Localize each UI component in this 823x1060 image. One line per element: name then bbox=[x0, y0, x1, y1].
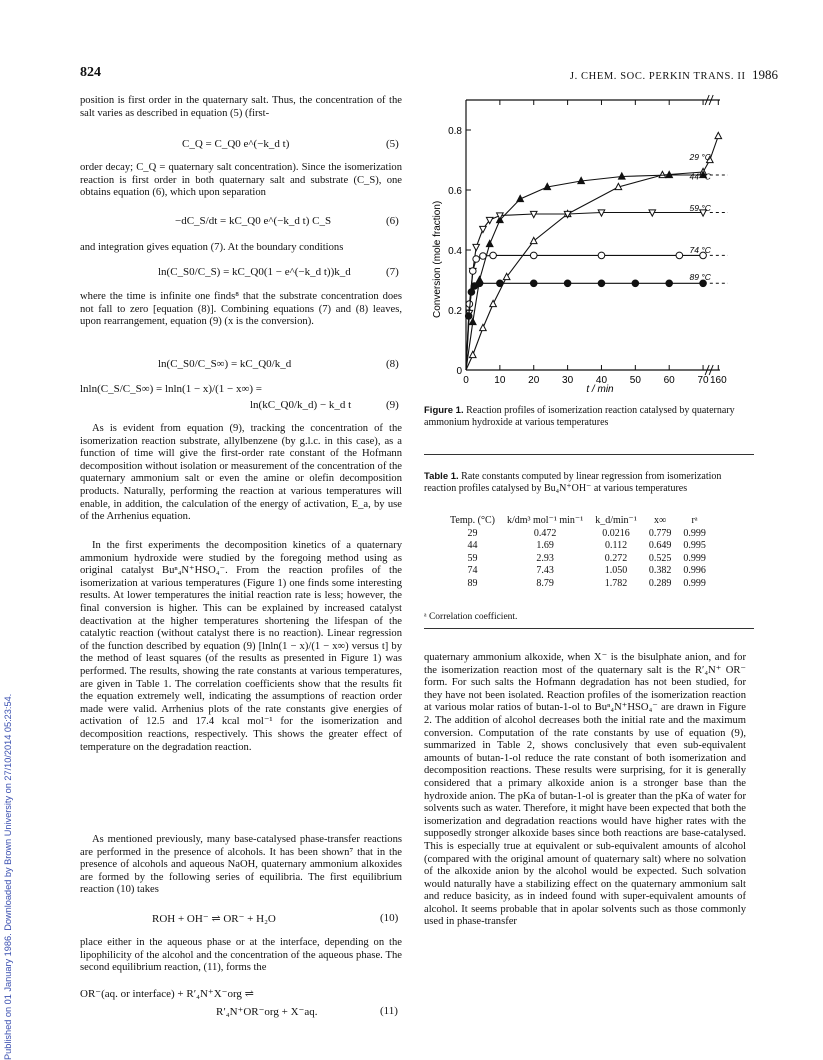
x-tick-label: 30 bbox=[562, 375, 574, 386]
x-tick-label: 50 bbox=[629, 375, 641, 386]
data-point bbox=[473, 244, 480, 250]
table-cell: 0.112 bbox=[604, 540, 628, 551]
table-cell: 0.472 bbox=[533, 527, 557, 539]
series-label: 59 °C bbox=[689, 203, 711, 213]
x-tick-label: 70 bbox=[697, 375, 709, 386]
data-point bbox=[480, 324, 487, 330]
table-cell: 0.525 bbox=[648, 552, 672, 564]
table-cell: 0.995 bbox=[683, 540, 706, 551]
y-axis-label: Conversion (mole fraction) bbox=[432, 200, 443, 318]
figure-1-chart bbox=[420, 88, 760, 398]
series-label: 44 °C bbox=[689, 171, 711, 182]
equation-9-line2: ln(kC_Q0/k_d) − k_d t bbox=[250, 399, 352, 411]
y-tick-label: 0.2 bbox=[448, 306, 462, 317]
table-cell: 0.999 bbox=[683, 527, 706, 539]
table-cell: 2.93 bbox=[536, 552, 554, 564]
equation-8: ln(C_S0/C_S∞) = kC_Q0/k_d bbox=[158, 358, 292, 370]
table-footnote: ᵃ Correlation coefficient. bbox=[424, 612, 518, 622]
equation-number: (5) bbox=[386, 138, 399, 150]
x-tick-label: 160 bbox=[709, 375, 727, 386]
table-cell: 0.996 bbox=[683, 565, 706, 576]
x-tick-label: 10 bbox=[494, 375, 506, 386]
table-header-cell: x∞ bbox=[654, 515, 667, 526]
paragraph: position is first order in the quaternary salt. Thus, the concentration of the salt varies as described in equation (5) (first- bbox=[80, 95, 402, 119]
page-number: 824 bbox=[80, 65, 101, 80]
equation-11-line2: R′₄N⁺OR⁻org + X⁻aq. bbox=[216, 1006, 318, 1018]
table-cell: 89 bbox=[467, 577, 478, 589]
data-point bbox=[469, 268, 476, 275]
data-point bbox=[530, 252, 537, 259]
download-watermark: Published on 01 January 1986. Downloaded by Brown University on 27/10/2014 05:23:54. bbox=[3, 693, 13, 1060]
journal-header: J. CHEM. SOC. PERKIN TRANS. II 1986 bbox=[569, 67, 778, 82]
paragraph: As is evident from equation (9), tracking the concentration of the isomerization reaction substrate, allylbenzene (by g.l.c. in this case), as a function of time will give the first-order rate constant of the Hofmann decomposition without isolation or measurement of the concentration of the quaternary ammonium salt or even the amine or olefin decomposition products. Naturally, performing the reaction at various temperatures will enable, in addition, the calculation of the energy of activation, E_a, by use of the Arrhenius equation. bbox=[80, 423, 402, 523]
data-point bbox=[480, 253, 487, 260]
paragraph: order decay; C_Q = quaternary salt concentration). Since the isomerization reaction is first order in both quaternary salt and substrate (C_S), one obtains equation (6), which upon separation bbox=[80, 162, 402, 199]
equation-7: ln(C_S0/C_S) = kC_Q0(1 − e^(−k_d t))k_d bbox=[158, 266, 351, 278]
series-label: 29 °C bbox=[689, 152, 711, 162]
data-point bbox=[564, 280, 571, 287]
equation-6: −dC_S/dt = kC_Q0 e^(−k_d t) C_S bbox=[175, 215, 332, 227]
equation-10: ROH + OH⁻ ⇌ OR⁻ + H₂O bbox=[152, 913, 276, 925]
data-point bbox=[497, 280, 504, 287]
table-cell: 1.782 bbox=[604, 577, 628, 589]
table-cell: 0.999 bbox=[683, 577, 706, 589]
x-tick-label: 0 bbox=[463, 375, 469, 386]
equation-number: (7) bbox=[386, 266, 399, 278]
y-tick-label: 0 bbox=[456, 366, 462, 377]
table-cell: 44 bbox=[467, 540, 478, 551]
table-cell: 0.272 bbox=[604, 552, 628, 564]
equation-5: C_Q = C_Q0 e^(−k_d t) bbox=[182, 138, 290, 150]
paragraph: quaternary ammonium alkoxide, when X⁻ is the bisulphate anion, and for the isomerization reaction most of the quaternary salt is the R′₄N⁺ OR⁻ form. For such salts the Hofmann degradation has not been studied, for they have not been isolated. Reaction profiles of the isomerization reaction at various molar ratios of butan-1-ol to Buⁿ₄N⁺HSO₄⁻ are drawn in Figure 2. The addition of alcohol decreases both the initial rate and the maximum conversion. Computation of the rate constants by use of equation (9), summarized in Table 2, shows conclusively that even sub-equivalent amounts of butan-1-ol reduce the rate constant of both isomerization and decomposition reactions. These results were surprising, for it is generally considered that a primary alkoxide anion is a stronger base than the hydroxide anion. The pKa of butan-1-ol is greater than the pKa of water for solvents such as water. Therefore, it might have been expected that both the isomerization and degradation reactions would have higher rates with the supposedly stronger alkoxide bases since both reactions are base-catalysed. This is especially true at equivalent or sub-equivalent amounts of alcohol (compared with the original amount of quaternary salt) where no solvation of the alkoxide anion by the alcohol would be expected. Such solvation would naturally have a stabilizing effect on the quaternary ammonium salt and reduce basicity, as in indeed found with super-equivalent amounts of alcohol. It seems probable that in apolar solvents such as those commonly used in phase-transfer bbox=[424, 652, 746, 928]
data-point bbox=[465, 313, 472, 320]
table-cell: 0.382 bbox=[648, 565, 672, 576]
series-line bbox=[466, 255, 703, 370]
data-point bbox=[530, 237, 537, 243]
x-tick-label: 40 bbox=[595, 375, 608, 386]
table-row bbox=[444, 528, 712, 541]
table-cell: 0.649 bbox=[648, 540, 672, 551]
data-point bbox=[486, 240, 493, 246]
table-cell: 0.0216 bbox=[602, 527, 630, 539]
equation-number: (10) bbox=[380, 912, 399, 924]
table-cell: 0.999 bbox=[683, 552, 706, 564]
paragraph: As mentioned previously, many base-catalysed phase-transfer reactions are performed in the presence of alcohols. It has been shown⁷ that in the presence of alcohols and aqueous NaOH, quaternary ammonium alkoxides are formed by the following series of equilibria. The first equilibrium reaction (10) takes bbox=[80, 834, 402, 896]
chart-marks bbox=[465, 132, 728, 370]
table-cell: 1.69 bbox=[536, 540, 554, 551]
paragraph: where the time is infinite one finds⁸ that the substrate concentration does not fall to zero [equation (8)]. Combining equations (7) and (8) leaves, upon rearrangement, equation (9) (x is the conversion). bbox=[80, 291, 402, 328]
table-cell: 8.79 bbox=[536, 577, 554, 589]
table-header-cell: k/dm³ mol⁻¹ min⁻¹ bbox=[506, 515, 584, 526]
divider bbox=[424, 454, 754, 455]
data-point bbox=[715, 132, 722, 138]
table-header-cell: rᵃ bbox=[691, 515, 698, 526]
data-point bbox=[476, 280, 483, 287]
data-point bbox=[490, 300, 497, 306]
table-cell: 0.779 bbox=[648, 527, 672, 539]
table-cell: 7.43 bbox=[536, 565, 554, 576]
equation-number: (8) bbox=[386, 358, 399, 370]
data-point bbox=[676, 252, 683, 259]
x-tick-label: 60 bbox=[663, 375, 675, 386]
table-cell: 0.289 bbox=[648, 577, 672, 589]
series-label: 74 °C bbox=[689, 245, 711, 255]
figure-caption: Figure 1. Reaction profiles of isomerization reaction catalysed by quaternary ammonium hydroxide at various temperatures bbox=[424, 405, 735, 428]
data-point bbox=[469, 351, 476, 357]
x-tick-label: 20 bbox=[528, 375, 540, 386]
y-tick-label: 0.4 bbox=[448, 246, 462, 257]
series-label: 89 °C bbox=[689, 272, 711, 282]
data-point bbox=[598, 280, 605, 287]
table-1 bbox=[444, 515, 712, 590]
table-cell: 74 bbox=[467, 565, 478, 576]
divider bbox=[424, 628, 754, 629]
x-axis-label: t / min bbox=[586, 384, 614, 395]
data-point bbox=[473, 256, 480, 263]
table-row bbox=[444, 565, 712, 578]
table-row bbox=[444, 578, 712, 591]
data-point bbox=[480, 226, 487, 232]
table-cell: 59 bbox=[467, 552, 478, 564]
table-header-cell: k_d/min⁻¹ bbox=[595, 515, 637, 526]
table-cell: 1.050 bbox=[604, 565, 628, 576]
series-line bbox=[466, 213, 703, 371]
equation-11-line1: OR⁻(aq. or interface) + R′₄N⁺X⁻org ⇌ bbox=[80, 988, 254, 1000]
paragraph: In the first experiments the decomposition kinetics of a quaternary ammonium hydroxide were studied by the foregoing method using as original catalyst Buⁿ₄N⁺HSO₄⁻. From the reaction profiles of the isomerization at various temperatures (Figure 1) one finds some interesting results. At lower temperatures the initial reaction rate is less; however, the final conversion is higher. This can be explained by increased catalyst deactivation at the higher temperatures shortening the lifespan of the catalytic reaction (without catalyst there is no reaction). Linear regression of the function described by equation (9) [lnln(1 − x)/(1 − x∞) versus t] by the method of least squares (of the results as presented in Figure 1) was performed. The results, showing the rate constants at various temperatures, are given in Table 1. The correlation coefficients show that the results fit the equation extremely well, indicating the assumptions of reaction order made were valid. Arrhenius plots of the rate constants give energies of activation of 12.5 and 17.4 kcal mol⁻¹ for the isomerization and decomposition reactions, respectively. This shows the greater effect of temperature on the degradation reaction. bbox=[80, 540, 402, 753]
table-row bbox=[444, 553, 712, 566]
equation-number: (11) bbox=[380, 1005, 398, 1017]
table-header-cell: Temp. (°C) bbox=[450, 515, 495, 526]
data-point bbox=[530, 280, 537, 287]
equation-9-line1: lnln(C_S/C_S∞) = lnln(1 − x)/(1 − x∞) = bbox=[80, 383, 262, 395]
y-tick-label: 0.6 bbox=[448, 186, 462, 197]
equation-number: (9) bbox=[386, 399, 399, 411]
data-point bbox=[490, 252, 497, 259]
data-point bbox=[632, 280, 639, 287]
series-line bbox=[466, 175, 703, 370]
paragraph: place either in the aqueous phase or at the interface, depending on the lipophilicity of the alcohol and the concentration of the aqueous phase. The second equilibrium reaction, (11), forms the bbox=[80, 937, 402, 974]
table-row bbox=[444, 540, 712, 553]
series-line bbox=[466, 283, 703, 370]
table-header-row bbox=[444, 515, 712, 528]
data-point bbox=[598, 252, 605, 259]
equation-number: (6) bbox=[386, 215, 399, 227]
paragraph: and integration gives equation (7). At the boundary conditions bbox=[80, 242, 344, 253]
y-tick-label: 0.8 bbox=[448, 126, 462, 137]
table-cell: 29 bbox=[467, 527, 478, 539]
data-point bbox=[666, 280, 673, 287]
table-caption: Table 1. Rate constants computed by linear regression from isomerization reaction profiles catalysed by Bu₄N⁺OH⁻ at various temperatures bbox=[424, 471, 722, 494]
